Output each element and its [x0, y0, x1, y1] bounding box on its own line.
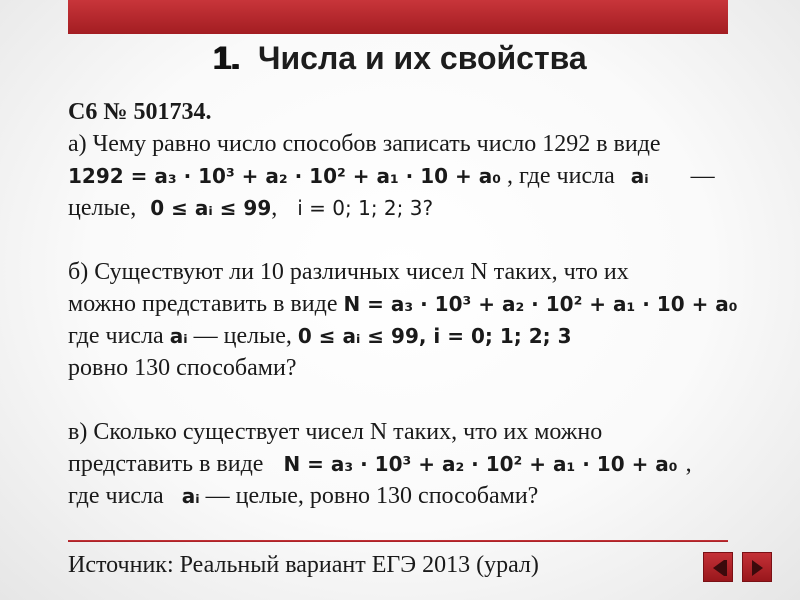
slide-title	[0, 40, 800, 77]
part-a-ineq: 0 ≤ aᵢ ≤ 99	[150, 196, 272, 220]
part-c-line2-suffix: ,	[685, 451, 692, 477]
part-a-line3-prefix: целые,	[68, 195, 137, 221]
next-slide-icon	[752, 560, 763, 576]
part-a-line1: а) Чему равно число способов записать число 1292 в виде	[68, 131, 661, 157]
part-c-line3-prefix: где числа	[68, 483, 164, 509]
next-slide-button[interactable]	[742, 552, 772, 582]
part-c-line3-suffix: — целые, ровно 130 способами?	[205, 483, 539, 509]
part-a-comma: ,	[271, 195, 278, 221]
problem-id: С6 № 501734.	[68, 99, 212, 125]
part-a-line3	[68, 192, 738, 224]
part-b-line3-prefix: где числа	[68, 323, 164, 349]
part-a-line2	[68, 160, 738, 192]
previous-slide-button[interactable]	[703, 552, 733, 582]
part-b-line2	[68, 288, 738, 320]
part-c-line2-prefix: представить в виде	[68, 451, 264, 477]
previous-slide-icon	[713, 560, 724, 576]
part-c-line2	[68, 448, 738, 480]
part-b-line1: б) Существуют ли 10 различных чисел N таких, что их	[68, 259, 629, 285]
title-text: Числа и их свойства	[258, 40, 587, 76]
part-b-line2-prefix: можно представить в виде	[68, 291, 338, 317]
part-b-line4: ровно 130 способами?	[68, 355, 297, 381]
bottom-divider	[68, 540, 728, 542]
part-b-line3	[68, 320, 738, 352]
part-c-line1: в) Сколько существует чисел N таких, что их можно	[68, 419, 603, 445]
part-b-var: aᵢ	[169, 324, 188, 348]
part-a-formula: 1292 = a₃ · 10³ + a₂ · 10² + a₁ · 10 + a₀	[68, 164, 502, 188]
problem-body	[68, 96, 738, 512]
part-b-ineq: 0 ≤ aᵢ ≤ 99, i = 0; 1; 2; 3	[297, 324, 572, 348]
part-b-formula: N = a₃ · 10³ + a₂ · 10² + a₁ · 10 + a₀	[343, 292, 738, 316]
part-c-formula: N = a₃ · 10³ + a₂ · 10² + a₁ · 10 + a₀	[283, 452, 678, 476]
part-a-dash: —	[690, 163, 715, 189]
part-c-line3	[68, 480, 738, 512]
part-a-var: aᵢ	[630, 164, 649, 188]
part-a-index: i = 0; 1; 2; 3?	[297, 196, 434, 220]
title-number: 1.	[213, 40, 240, 76]
part-b-line3-mid: — целые,	[193, 323, 292, 349]
source-note: Источник: Реальный вариант ЕГЭ 2013 (урал)	[68, 552, 539, 578]
part-c-var: aᵢ	[181, 484, 200, 508]
top-accent-bar	[68, 0, 728, 34]
part-a-where: , где числа	[507, 163, 615, 189]
